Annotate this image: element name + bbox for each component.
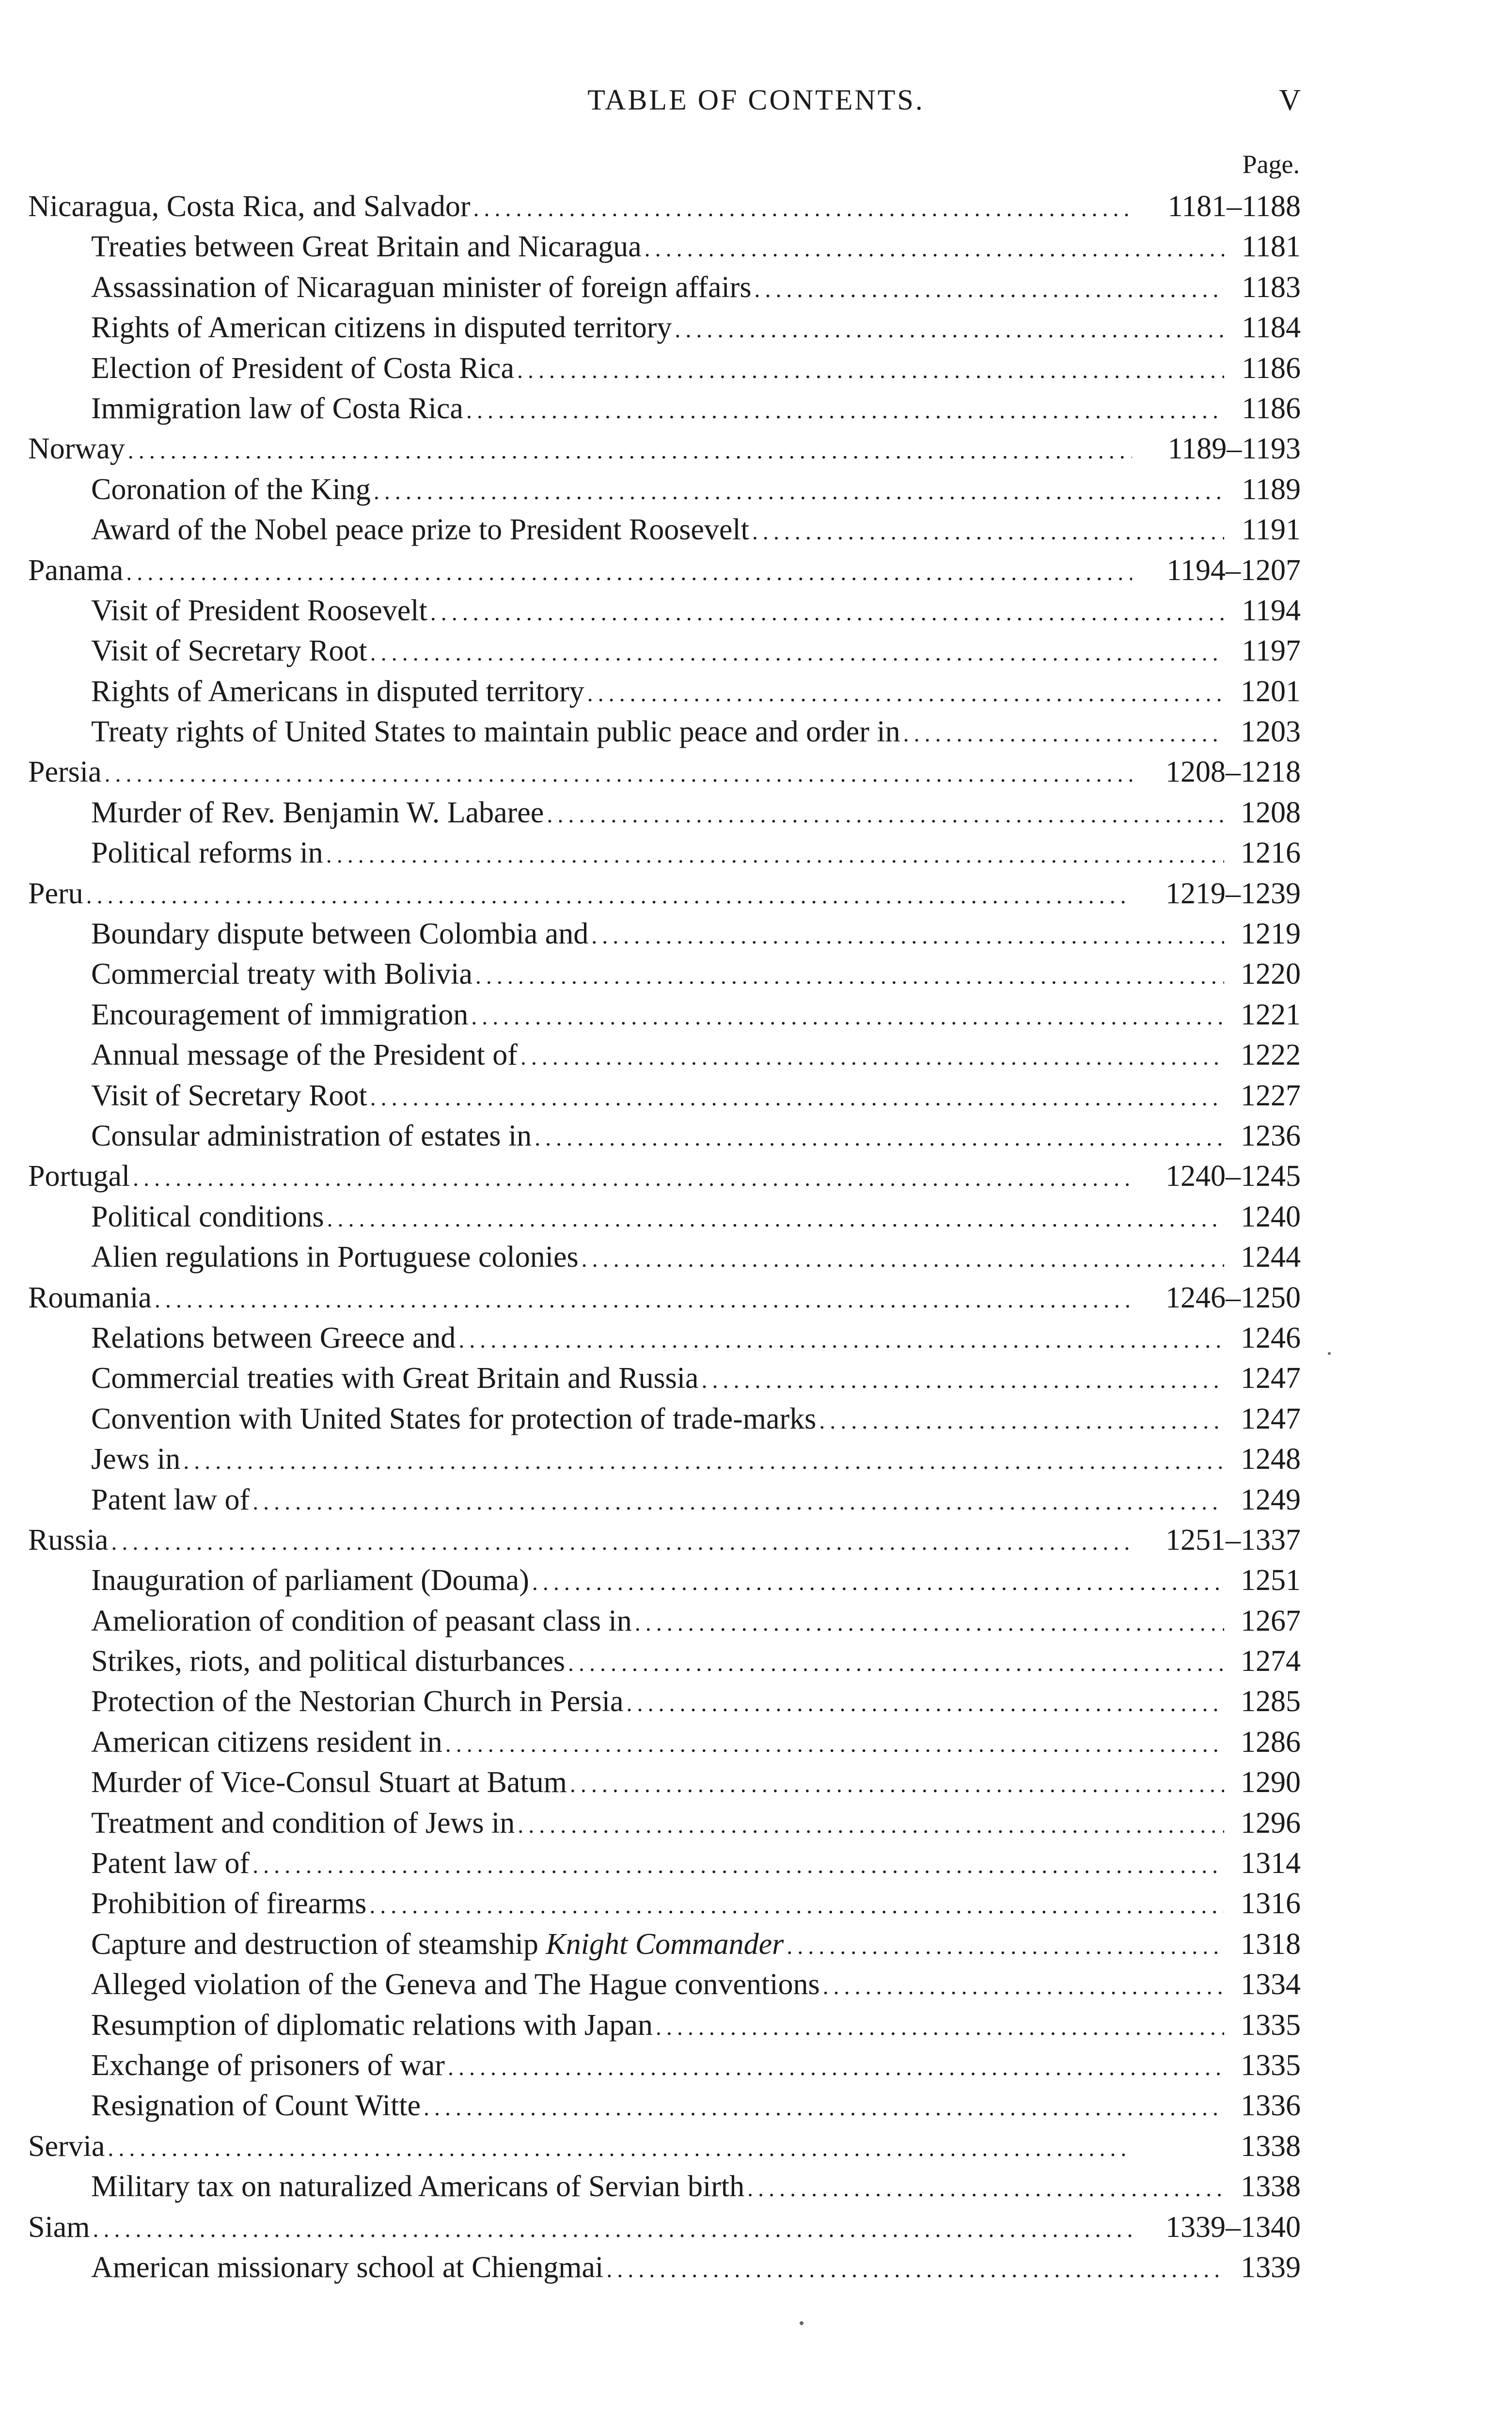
toc-entry-label [91, 954, 472, 994]
dot-leader [252, 1845, 1224, 1886]
toc-page-number: 1249 [1241, 1483, 1301, 1516]
toc-entry-label [91, 1116, 532, 1156]
toc-entry-label [91, 389, 463, 429]
dot-leader [532, 1562, 1224, 1603]
toc-entry-label [28, 1520, 108, 1560]
toc-entry-country [28, 187, 1301, 227]
toc-entry-label [28, 874, 83, 914]
dot-leader [627, 1684, 1224, 1724]
toc-entry-text: Portugal [28, 1160, 130, 1193]
toc-entry-text: Resignation of Count Witte [91, 2089, 421, 2123]
toc-entry-text: Treatment and condition of Jews in [91, 1806, 515, 1840]
page-folio: V [1279, 84, 1301, 117]
toc-entry-text: Protection of the Nestorian Church in Persia [91, 1685, 624, 1718]
toc-page-number: 1186 [1242, 392, 1301, 425]
toc-page-number: 1219–1239 [1166, 877, 1301, 910]
toc-page-number: 1240–1245 [1166, 1160, 1301, 1193]
toc-page-number: 1194–1207 [1166, 553, 1301, 587]
toc-entry-country [28, 1520, 1301, 1560]
dot-leader [374, 472, 1224, 512]
toc-entry-text: Convention with United States for protection of trade-marks [91, 1402, 817, 1435]
toc-entry-country [28, 874, 1301, 914]
dot-leader [535, 1118, 1224, 1158]
dot-leader [473, 189, 1132, 229]
toc-entry-topic [28, 348, 1301, 389]
dot-leader [93, 2209, 1132, 2250]
toc-entry-topic [28, 1803, 1301, 1843]
dot-leader [326, 835, 1224, 875]
toc-entry-topic [28, 1439, 1301, 1479]
toc-entry-label [91, 1641, 565, 1682]
toc-page-number: 1191 [1242, 513, 1301, 547]
dot-leader [582, 1239, 1224, 1279]
dot-leader [635, 1603, 1224, 1643]
toc-entry-label [91, 1601, 632, 1641]
toc-entry-label [91, 1237, 579, 1277]
toc-entry-topic [28, 227, 1301, 267]
dot-leader [471, 997, 1224, 1037]
dot-leader [675, 310, 1224, 350]
toc-entry-text: Award of the Nobel peace prize to President Roosevelt [91, 513, 749, 547]
toc-entry-label [91, 510, 749, 550]
toc-entry-label [91, 1762, 567, 1803]
toc-entry-text: Inauguration of parliament (Douma) [91, 1564, 529, 1597]
toc-entry-label [91, 2167, 744, 2207]
toc-page-number: 1335 [1241, 2008, 1301, 2042]
dot-leader [252, 1482, 1224, 1522]
toc-entry-label [91, 1076, 367, 1116]
dot-leader [86, 876, 1132, 916]
toc-entry-topic [28, 308, 1301, 348]
toc-entry-text: Peru [28, 877, 83, 910]
toc-entry-text: Commercial treaties with Great Britain and Russia [91, 1362, 699, 1395]
toc-entry-topic [28, 1641, 1301, 1682]
toc-entry-label [28, 2126, 105, 2167]
toc-entry-text: Coronation of the King [91, 472, 371, 506]
dot-leader [466, 391, 1224, 431]
dot-leader [591, 916, 1224, 956]
toc-entry-text: Strikes, riots, and political disturbances [91, 1645, 566, 1678]
toc-entry-label [28, 1156, 130, 1196]
dot-leader [754, 269, 1224, 310]
toc-entry-topic [28, 591, 1301, 631]
toc-entry-label [91, 914, 588, 954]
toc-page-number: 1286 [1241, 1725, 1301, 1759]
toc-entry-text: Relations between Greece and [91, 1321, 456, 1354]
toc-entry-label [91, 1965, 820, 2005]
toc-page-number: 1246 [1241, 1321, 1301, 1354]
toc-entry-label [91, 267, 751, 308]
dot-leader [126, 552, 1132, 593]
toc-entry-country [28, 752, 1301, 792]
dot-leader [430, 593, 1224, 633]
toc-entry-text: Rights of American citizens in disputed territory [91, 311, 672, 345]
toc-entry-label [91, 793, 544, 833]
toc-page-number: 1285 [1241, 1685, 1301, 1718]
toc-entry-country [28, 1278, 1301, 1318]
dot-leader [155, 1280, 1132, 1320]
running-head [0, 83, 1512, 122]
toc-page-number: 1314 [1241, 1847, 1301, 1880]
toc-entry-text: Resumption of diplomatic relations with Japan [91, 2008, 653, 2042]
dot-leader [458, 1320, 1224, 1360]
toc-entry-label [28, 2207, 90, 2248]
toc-entry-text: Assassination of Nicaraguan minister of foreign affairs [91, 270, 752, 304]
toc-entry-label [91, 1884, 366, 1924]
toc-page-number: 1181 [1242, 230, 1301, 264]
dot-leader [587, 674, 1224, 714]
toc-entry-text: Encouragement of immigration [91, 998, 469, 1031]
toc-page-number: 1316 [1241, 1887, 1301, 1920]
toc-entry-label [91, 1843, 250, 1884]
toc-entry-topic [28, 2167, 1301, 2207]
dot-leader [133, 1158, 1132, 1198]
dot-leader [547, 795, 1224, 835]
toc-entry-label [91, 1480, 250, 1520]
toc-page-number: 1247 [1241, 1402, 1301, 1435]
dot-leader [787, 1926, 1224, 1967]
toc-page-number: 1219 [1241, 917, 1301, 951]
toc-page-number: 1244 [1241, 1241, 1301, 1274]
toc-page-number: 1221 [1241, 998, 1301, 1031]
toc-entry-text: Annual message of the President of [91, 1038, 518, 1072]
toc-entry-label [91, 2045, 445, 2086]
toc-page-number: 1186 [1242, 351, 1301, 385]
toc-entry-topic [28, 510, 1301, 550]
toc-entry-label [91, 833, 323, 873]
toc-entry-text: Jews in [91, 1443, 181, 1476]
dot-leader [128, 431, 1132, 471]
toc-entry-topic [28, 672, 1301, 712]
toc-page-number: 1181–1188 [1167, 190, 1301, 223]
toc-entry-text: Russia [28, 1523, 109, 1557]
dot-leader [183, 1441, 1224, 1481]
toc-entry-text: Election of President of Costa Rica [91, 351, 514, 385]
toc-entry-topic [28, 1560, 1301, 1601]
toc-entry-topic [28, 1318, 1301, 1358]
toc-entry-label [28, 752, 102, 792]
toc-entry-text: Boundary dispute between Colombia and [91, 917, 589, 951]
toc-page-number: 1338 [1241, 2129, 1301, 2163]
toc-entry-topic [28, 1035, 1301, 1075]
toc-page-number: 1339–1340 [1166, 2210, 1301, 2244]
toc-page-number: 1274 [1241, 1645, 1301, 1678]
dot-leader [445, 1724, 1224, 1764]
dot-leader [701, 1360, 1224, 1400]
toc-entry-label [28, 1278, 152, 1318]
toc-entry-topic [28, 1116, 1301, 1156]
toc-page-number: 1318 [1241, 1927, 1301, 1961]
dot-leader [645, 229, 1224, 269]
dot-leader [568, 1643, 1224, 1684]
toc-page-number: 1248 [1241, 1443, 1301, 1476]
dot-leader [606, 2250, 1224, 2290]
toc-entry-topic [28, 631, 1301, 671]
toc-entry-topic [28, 1197, 1301, 1237]
toc-page-number: 1189 [1242, 472, 1301, 506]
toc-entry-topic [28, 1601, 1301, 1641]
toc-entry-label [91, 1439, 180, 1479]
toc-page-number: 1194 [1242, 594, 1301, 627]
toc-entry-text: Prohibition of firearms [91, 1887, 367, 1920]
dot-leader [475, 956, 1224, 996]
toc-entry-topic [28, 2005, 1301, 2045]
toc-page-number: 1189–1193 [1167, 432, 1301, 466]
toc-entry-text: Amelioration of condition of peasant class in [91, 1604, 632, 1637]
dot-leader [370, 1078, 1224, 1118]
toc-page-number: 1251 [1241, 1564, 1301, 1597]
dot-leader [823, 1967, 1224, 2007]
dot-leader [903, 714, 1224, 754]
toc-page-number: 1208–1218 [1166, 755, 1301, 789]
toc-entry-topic [28, 1076, 1301, 1116]
toc-entry-label [91, 1318, 456, 1358]
toc-entry-country [28, 551, 1301, 591]
toc-entry-country [28, 2207, 1301, 2248]
dot-leader [370, 633, 1224, 673]
toc-entry-topic [28, 1843, 1301, 1884]
toc-page-number: 1222 [1241, 1038, 1301, 1072]
toc-page-number: 1220 [1241, 958, 1301, 991]
toc-page-number: 1201 [1241, 675, 1301, 708]
toc-entry-topic [28, 1237, 1301, 1277]
toc-entry-topic [28, 1965, 1301, 2005]
toc-entry-topic [28, 1884, 1301, 1924]
toc-entry-text: Immigration law of Costa Rica [91, 392, 463, 425]
toc-page-number: 1240 [1241, 1200, 1301, 1233]
toc-entry-label [91, 1197, 324, 1237]
toc-entry-country [28, 2126, 1301, 2167]
toc-page-number: 1184 [1242, 311, 1301, 345]
toc-entry-topic [28, 954, 1301, 994]
toc-entry-label [91, 1035, 518, 1075]
toc-entry-label [91, 1924, 784, 1965]
dot-leader [369, 1886, 1224, 1926]
toc-entry-italic-text: Knight Commander [546, 1927, 784, 1961]
toc-entry-label [91, 1399, 816, 1439]
toc-entry-text: Servia [28, 2129, 105, 2163]
toc-entry-text: Capture and destruction of steamship [91, 1927, 538, 1961]
toc-page-number: 1334 [1241, 1968, 1301, 2001]
toc-entry-topic [28, 1399, 1301, 1439]
toc-entry-topic [28, 1762, 1301, 1803]
toc-entry-topic [28, 914, 1301, 954]
toc-entry-text: Nicaragua, Costa Rica, and Salvador [28, 190, 471, 223]
dot-leader [108, 2128, 1132, 2169]
dot-leader [448, 2047, 1224, 2088]
toc-page-number: 1197 [1242, 634, 1301, 668]
dot-leader [819, 1401, 1224, 1441]
toc-entry-text: Visit of Secretary Root [91, 1079, 367, 1112]
toc-entry-text: Persia [28, 755, 102, 789]
dot-leader [752, 512, 1224, 552]
toc-entry-text: Patent law of [91, 1483, 250, 1516]
toc-entry-text: Siam [28, 2210, 90, 2244]
toc-page-number: 1183 [1242, 270, 1301, 304]
toc-entry-country [28, 1156, 1301, 1196]
toc-page-number: 1203 [1241, 715, 1301, 749]
toc-entry-text: American missionary school at Chiengmai [91, 2250, 604, 2284]
toc-entry-topic [28, 267, 1301, 308]
toc-entry-topic [28, 833, 1301, 873]
toc-page-number: 1246–1250 [1166, 1281, 1301, 1314]
dot-leader [656, 2007, 1224, 2047]
toc-entry-topic [28, 793, 1301, 833]
toc-entry-text: Rights of Americans in disputed territory [91, 675, 584, 708]
toc-entry-text: Roumania [28, 1281, 152, 1314]
toc-page-number: 1339 [1241, 2250, 1301, 2284]
dot-leader [327, 1199, 1224, 1239]
toc-entry-text: Exchange of prisoners of war [91, 2048, 445, 2082]
toc-entry-label [91, 348, 514, 389]
toc-list [28, 187, 1301, 2288]
dot-leader [105, 754, 1132, 794]
toc-entry-label [28, 551, 123, 591]
toc-entry-country [28, 429, 1301, 469]
toc-page-number: 1296 [1241, 1806, 1301, 1840]
toc-entry-text: Political reforms in [91, 836, 323, 870]
toc-page-number: 1227 [1241, 1079, 1301, 1112]
toc-entry-label [91, 712, 900, 752]
toc-entry-topic [28, 995, 1301, 1035]
toc-page-number: 1338 [1241, 2170, 1301, 2203]
toc-page-number: 1216 [1241, 836, 1301, 870]
toc-entry-text: Visit of President Roosevelt [91, 594, 427, 627]
toc-entry-topic [28, 1682, 1301, 1722]
dot-leader [518, 1805, 1224, 1845]
toc-entry-label [91, 1358, 698, 1399]
toc-entry-topic [28, 470, 1301, 510]
toc-entry-topic [28, 1924, 1301, 1965]
toc-entry-label [91, 1803, 515, 1843]
dot-leader [424, 2088, 1224, 2128]
toc-entry-label [91, 308, 672, 348]
toc-entry-text: Norway [28, 432, 125, 466]
toc-page-number: 1247 [1241, 1362, 1301, 1395]
toc-entry-text: American citizens resident in [91, 1725, 442, 1759]
toc-entry-topic [28, 2086, 1301, 2126]
toc-entry-label [91, 2248, 603, 2288]
toc-entry-label [91, 995, 468, 1035]
toc-entry-label [91, 591, 427, 631]
toc-entry-text: Treaties between Great Britain and Nicaragua [91, 230, 642, 264]
toc-entry-text: Alleged violation of the Geneva and The Hague conventions [91, 1968, 820, 2001]
toc-entry-topic [28, 2248, 1301, 2288]
toc-entry-text: Military tax on naturalized Americans of Servian birth [91, 2170, 745, 2203]
toc-entry-label [91, 470, 371, 510]
toc-entry-text: Murder of Vice-Consul Stuart at Batum [91, 1766, 567, 1799]
toc-entry-label [91, 631, 367, 671]
toc-page-number: 1335 [1241, 2048, 1301, 2082]
toc-entry-label [91, 672, 584, 712]
dot-leader [520, 1037, 1224, 1077]
toc-page-number: 1208 [1241, 796, 1301, 829]
toc-entry-topic [28, 389, 1301, 429]
toc-entry-label [28, 187, 470, 227]
toc-page-number: 1251–1337 [1166, 1523, 1301, 1557]
toc-page-number: 1236 [1241, 1119, 1301, 1152]
dot-leader [517, 350, 1224, 391]
toc-entry-label [91, 1560, 529, 1601]
toc-entry-text: Commercial treaty with Bolivia [91, 958, 472, 991]
page-title: TABLE OF CONTENTS. [587, 84, 925, 116]
toc-entry-topic [28, 1358, 1301, 1399]
toc-entry-label [91, 1682, 624, 1722]
print-speck [1328, 1352, 1331, 1355]
toc-entry-text: Treaty rights of United States to maintain public peace and order in [91, 715, 900, 749]
toc-entry-topic [28, 1722, 1301, 1762]
toc-entry-text: Visit of Secretary Root [91, 634, 367, 668]
print-speck [800, 2321, 803, 2325]
dot-leader [747, 2169, 1224, 2209]
toc-entry-label [28, 429, 125, 469]
dot-leader [570, 1764, 1224, 1805]
toc-entry-topic [28, 712, 1301, 752]
dot-leader [111, 1522, 1132, 1562]
toc-entry-label [91, 227, 642, 267]
toc-entry-text: Consular administration of estates in [91, 1119, 532, 1152]
toc-entry-label [91, 1722, 442, 1762]
toc-entry-label [91, 2005, 653, 2045]
toc-entry-text: Alien regulations in Portuguese colonies [91, 1241, 579, 1274]
toc-entry-label [91, 2086, 421, 2126]
toc-entry-text: Murder of Rev. Benjamin W. Labaree [91, 796, 544, 829]
toc-page-number: 1267 [1241, 1604, 1301, 1637]
toc-page-number: 1290 [1241, 1766, 1301, 1799]
toc-entry-text: Panama [28, 553, 124, 587]
toc-entry-text: Political conditions [91, 1200, 324, 1233]
toc-page-number: 1336 [1241, 2089, 1301, 2123]
page-column-label: Page. [1242, 150, 1300, 179]
toc-entry-text: Patent law of [91, 1847, 250, 1880]
toc-entry-topic [28, 1480, 1301, 1520]
toc-entry-topic [28, 2045, 1301, 2086]
